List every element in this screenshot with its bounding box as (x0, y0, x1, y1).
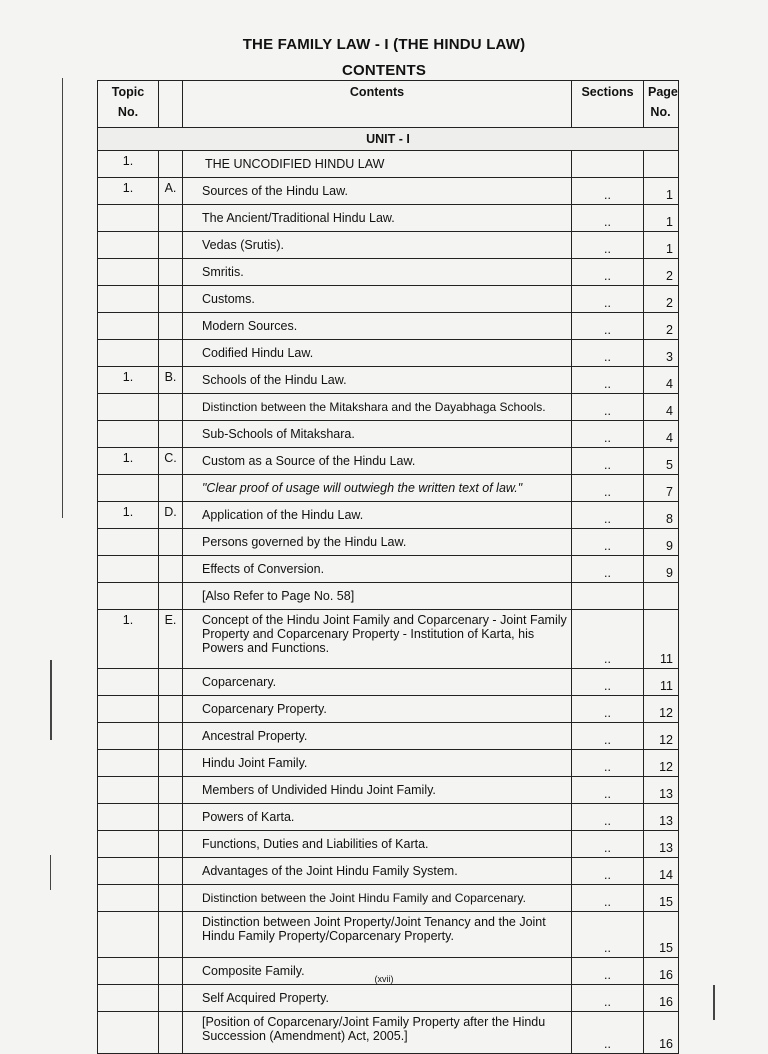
sub-topic-letter (159, 777, 183, 804)
topic-number: 1. (98, 610, 159, 669)
entry-title: Schools of the Hindu Law. (183, 367, 572, 394)
unit-row (98, 128, 679, 151)
sub-topic-letter (159, 885, 183, 912)
entry-title: Codified Hindu Law. (183, 340, 572, 367)
table-row (98, 529, 679, 556)
page-number-cell: 2 (644, 286, 679, 313)
margin-line (50, 660, 52, 740)
page-number-cell: 1 (644, 205, 679, 232)
sections-cell: .. (572, 313, 644, 340)
sections-header: Sections (572, 81, 644, 128)
page-title: THE FAMILY LAW - I (THE HINDU LAW) (242, 36, 526, 53)
topic-number (98, 696, 159, 723)
table-row (98, 912, 679, 958)
sections-cell: .. (572, 529, 644, 556)
sub-topic-letter (159, 1012, 183, 1054)
topic-number (98, 831, 159, 858)
topic-number (98, 858, 159, 885)
sections-cell: .. (572, 340, 644, 367)
sections-cell: .. (572, 178, 644, 205)
table-row (98, 178, 679, 205)
page-number: (xvii) (374, 974, 394, 984)
page-number-cell: 15 (644, 912, 679, 958)
table-row (98, 286, 679, 313)
page-number-cell: 11 (644, 610, 679, 669)
contents-header: Contents (183, 81, 572, 128)
sub-topic-letter (159, 151, 183, 178)
sub-topic-letter (159, 232, 183, 259)
unit-label: UNIT - I (98, 128, 679, 151)
topic-number (98, 313, 159, 340)
table-row (98, 610, 679, 669)
table-row (98, 831, 679, 858)
entry-title: [Also Refer to Page No. 58] (183, 583, 572, 610)
sub-topic-letter (159, 858, 183, 885)
entry-title: Composite Family. (183, 958, 572, 985)
sub-topic-letter (159, 912, 183, 958)
sub-topic-letter (159, 831, 183, 858)
entry-title: Hindu Joint Family. (183, 750, 572, 777)
topic-number (98, 750, 159, 777)
entry-title: Coparcenary. (183, 669, 572, 696)
sections-cell: .. (572, 421, 644, 448)
page-header-line1: Page (648, 85, 678, 99)
page-number-cell (644, 151, 679, 178)
sections-cell: .. (572, 858, 644, 885)
sub-topic-letter (159, 723, 183, 750)
topic-number (98, 985, 159, 1012)
page-number-cell: 11 (644, 669, 679, 696)
sections-cell: .. (572, 367, 644, 394)
sections-cell: .. (572, 502, 644, 529)
topic-number (98, 912, 159, 958)
page-number-cell: 12 (644, 723, 679, 750)
table-row (98, 448, 679, 475)
topic-number (98, 723, 159, 750)
page-number-cell (644, 583, 679, 610)
page-number-cell: 3 (644, 340, 679, 367)
topic-number (98, 1012, 159, 1054)
sub-topic-letter (159, 259, 183, 286)
table-row (98, 313, 679, 340)
topic-number: 1. (98, 502, 159, 529)
table-row (98, 151, 679, 178)
topic-number (98, 475, 159, 502)
sub-topic-letter (159, 421, 183, 448)
sub-topic-letter: B. (159, 367, 183, 394)
table-row (98, 394, 679, 421)
table-row (98, 502, 679, 529)
page-number-cell: 4 (644, 421, 679, 448)
page-header (644, 81, 679, 128)
entry-title: Distinction between the Joint Hindu Family and Coparcenary. (183, 885, 572, 912)
page-number-cell: 2 (644, 259, 679, 286)
entry-title: Coparcenary Property. (183, 696, 572, 723)
page-number-cell: 15 (644, 885, 679, 912)
sections-cell: .. (572, 556, 644, 583)
page-number-cell: 5 (644, 448, 679, 475)
page-number-cell: 13 (644, 831, 679, 858)
sub-topic-letter (159, 475, 183, 502)
sections-cell: .. (572, 723, 644, 750)
sub-header (159, 81, 183, 128)
sections-cell: .. (572, 985, 644, 1012)
margin-line (713, 985, 715, 1020)
table-row (98, 750, 679, 777)
table-row (98, 556, 679, 583)
table-row (98, 367, 679, 394)
entry-title: Custom as a Source of the Hindu Law. (183, 448, 572, 475)
topic-number (98, 259, 159, 286)
entry-title: Sources of the Hindu Law. (183, 178, 572, 205)
page-number-cell: 13 (644, 777, 679, 804)
contents-heading: CONTENTS (341, 62, 427, 79)
sub-topic-letter: D. (159, 502, 183, 529)
topic-number (98, 205, 159, 232)
entry-title: Modern Sources. (183, 313, 572, 340)
page-number-cell: 4 (644, 394, 679, 421)
topic-number (98, 529, 159, 556)
sub-topic-letter (159, 985, 183, 1012)
sub-topic-letter: A. (159, 178, 183, 205)
table-row (98, 696, 679, 723)
table-row (98, 669, 679, 696)
page-number-cell: 8 (644, 502, 679, 529)
entry-title: Distinction between Joint Property/Joint Tenancy and the Joint Hindu Family Property/Coparcenary Property. (183, 912, 572, 958)
contents-table (97, 80, 679, 1054)
sections-cell: .. (572, 750, 644, 777)
page-number-cell: 4 (644, 367, 679, 394)
table-row (98, 421, 679, 448)
page-number-cell: 13 (644, 804, 679, 831)
page-number-cell: 1 (644, 232, 679, 259)
page-number-cell: 9 (644, 529, 679, 556)
sections-cell: .. (572, 475, 644, 502)
page-number-cell: 12 (644, 750, 679, 777)
table-row (98, 259, 679, 286)
entry-title: Application of the Hindu Law. (183, 502, 572, 529)
entry-title: Vedas (Srutis). (183, 232, 572, 259)
table-row (98, 777, 679, 804)
entry-title: Customs. (183, 286, 572, 313)
sub-topic-letter (159, 583, 183, 610)
sections-cell: .. (572, 777, 644, 804)
sections-cell: .. (572, 232, 644, 259)
entry-title: Advantages of the Joint Hindu Family System. (183, 858, 572, 885)
topic-number (98, 583, 159, 610)
table-row (98, 723, 679, 750)
table-row (98, 232, 679, 259)
sections-cell: .. (572, 804, 644, 831)
table-row (98, 985, 679, 1012)
topic-number: 1. (98, 151, 159, 178)
sections-cell (572, 151, 644, 178)
page-number-cell: 16 (644, 1012, 679, 1054)
entry-title: Persons governed by the Hindu Law. (183, 529, 572, 556)
page-number-cell: 16 (644, 985, 679, 1012)
page-number-cell: 7 (644, 475, 679, 502)
topic-header (98, 81, 159, 128)
topic-number (98, 232, 159, 259)
entry-title: Members of Undivided Hindu Joint Family. (183, 777, 572, 804)
table-row (98, 475, 679, 502)
sections-cell: .. (572, 885, 644, 912)
topic-number (98, 394, 159, 421)
sections-cell: .. (572, 286, 644, 313)
sections-cell: .. (572, 610, 644, 669)
entry-title: Smritis. (183, 259, 572, 286)
page-number-cell: 12 (644, 696, 679, 723)
sections-cell: .. (572, 669, 644, 696)
sub-topic-letter (159, 286, 183, 313)
sub-topic-letter (159, 394, 183, 421)
topic-number: 1. (98, 448, 159, 475)
margin-line (50, 855, 51, 890)
table-row (98, 340, 679, 367)
entry-title: [Position of Coparcenary/Joint Family Property after the Hindu Succession (Amendment) Act, 2005.] (183, 1012, 572, 1054)
entry-title: Ancestral Property. (183, 723, 572, 750)
entry-title: Self Acquired Property. (183, 985, 572, 1012)
table-row (98, 205, 679, 232)
sub-topic-letter (159, 804, 183, 831)
entry-title: "Clear proof of usage will outwiegh the written text of law." (183, 475, 572, 502)
sections-cell: .. (572, 448, 644, 475)
sections-cell: .. (572, 205, 644, 232)
topic-number: 1. (98, 178, 159, 205)
topic-header-line2: No. (117, 105, 139, 119)
entry-title: Distinction between the Mitakshara and the Dayabhaga Schools. (183, 394, 572, 421)
topic-number (98, 421, 159, 448)
sections-cell: .. (572, 912, 644, 958)
page-number-cell: 1 (644, 178, 679, 205)
sub-topic-letter: E. (159, 610, 183, 669)
table-row (98, 1012, 679, 1054)
entry-title: The Ancient/Traditional Hindu Law. (183, 205, 572, 232)
sections-cell: .. (572, 259, 644, 286)
entry-title: THE UNCODIFIED HINDU LAW (183, 151, 572, 178)
topic-number (98, 286, 159, 313)
topic-number: 1. (98, 367, 159, 394)
sections-cell (572, 583, 644, 610)
page-number-cell: 2 (644, 313, 679, 340)
sub-topic-letter (159, 750, 183, 777)
entry-title: Functions, Duties and Liabilities of Karta. (183, 831, 572, 858)
sub-topic-letter (159, 696, 183, 723)
topic-number (98, 804, 159, 831)
sections-cell: .. (572, 831, 644, 858)
topic-number (98, 340, 159, 367)
entry-title: Powers of Karta. (183, 804, 572, 831)
page-number-cell: 16 (644, 958, 679, 985)
sub-topic-letter (159, 556, 183, 583)
table-row (98, 804, 679, 831)
page-header-line2: No. (650, 105, 671, 119)
table-row (98, 858, 679, 885)
margin-line (62, 78, 63, 518)
page-number-cell: 9 (644, 556, 679, 583)
sections-cell: .. (572, 1012, 644, 1054)
sub-topic-letter (159, 669, 183, 696)
page-number-cell: 14 (644, 858, 679, 885)
topic-number (98, 777, 159, 804)
table-header (98, 81, 679, 128)
sub-topic-letter: C. (159, 448, 183, 475)
sub-topic-letter (159, 313, 183, 340)
sub-topic-letter (159, 340, 183, 367)
sub-topic-letter (159, 529, 183, 556)
entry-title: Sub-Schools of Mitakshara. (183, 421, 572, 448)
sections-cell: .. (572, 958, 644, 985)
sections-cell: .. (572, 696, 644, 723)
sections-cell: .. (572, 394, 644, 421)
topic-number (98, 669, 159, 696)
entry-title: Effects of Conversion. (183, 556, 572, 583)
topic-number (98, 556, 159, 583)
topic-header-line1: Topic (111, 85, 145, 99)
table-row (98, 885, 679, 912)
sub-topic-letter (159, 205, 183, 232)
table-row (98, 583, 679, 610)
entry-title: Concept of the Hindu Joint Family and Coparcenary - Joint Family Property and Coparcenary Property - Institution of Karta, his Powers and Functions. (183, 610, 572, 669)
topic-number (98, 885, 159, 912)
